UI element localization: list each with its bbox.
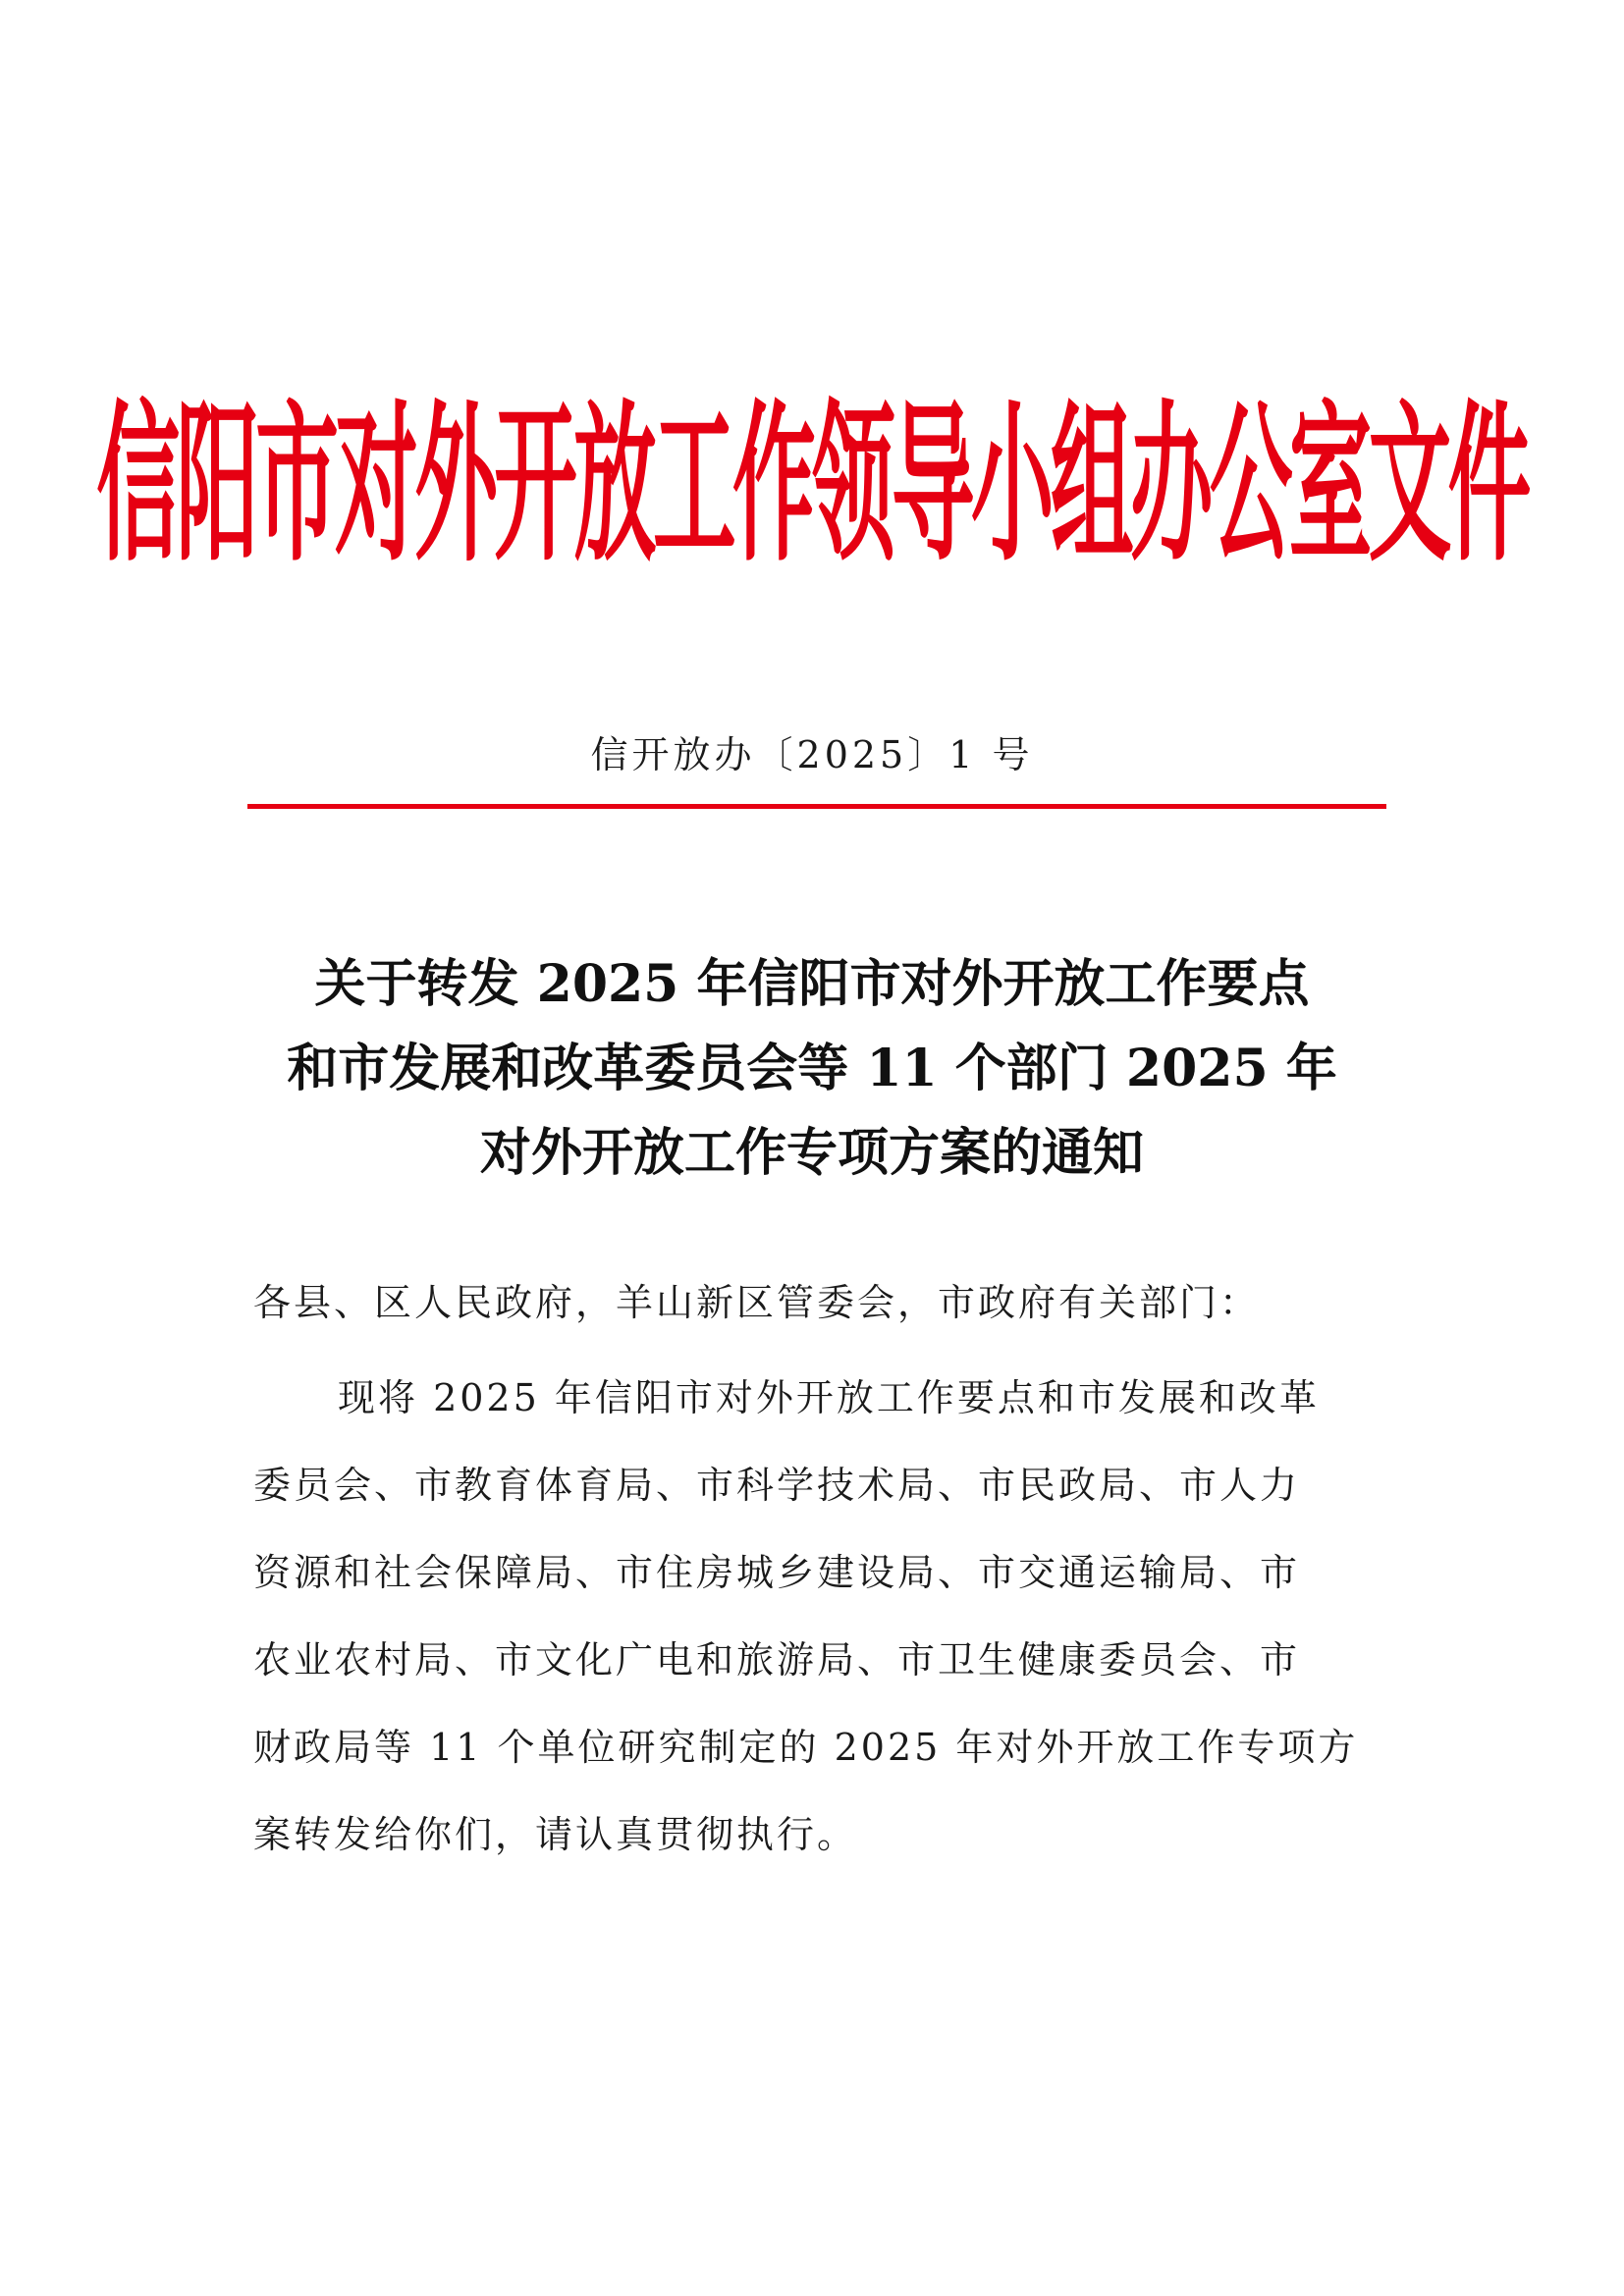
red-separator-line [247, 804, 1386, 809]
masthead-title: 信阳市对外开放工作领导小组办公室文件 [96, 385, 1528, 585]
masthead [96, 353, 1528, 589]
body-paragraph [253, 1355, 1382, 1879]
body-line: 农业农村局、市文化广电和旅游局、市卫生健康委员会、市 [253, 1638, 1301, 1682]
notice-title [226, 942, 1398, 1196]
body-line: 现将 2025 年信阳市对外开放工作要点和市发展和改革 [338, 1376, 1320, 1419]
body-line: 财政局等 11 个单位研究制定的 2025 年对外开放工作专项方 [253, 1726, 1359, 1769]
document-number: 信开放办〔2025〕1 号 [590, 733, 1034, 776]
title-line: 和市发展和改革委员会等 11 个部门 2025 年 [287, 1039, 1337, 1098]
body-line: 委员会、市教育体育局、市科学技术局、市民政局、市人力 [253, 1464, 1301, 1507]
title-line: 对外开放工作专项方案的通知 [479, 1123, 1144, 1183]
body-line: 资源和社会保障局、市住房城乡建设局、市交通运输局、市 [253, 1551, 1301, 1594]
body-line: 案转发给你们，请认真贯彻执行。 [253, 1813, 858, 1856]
title-line: 关于转发 2025 年信阳市对外开放工作要点 [314, 954, 1310, 1014]
salutation: 各县、区人民政府，羊山新区管委会，市政府有关部门： [253, 1281, 1261, 1324]
